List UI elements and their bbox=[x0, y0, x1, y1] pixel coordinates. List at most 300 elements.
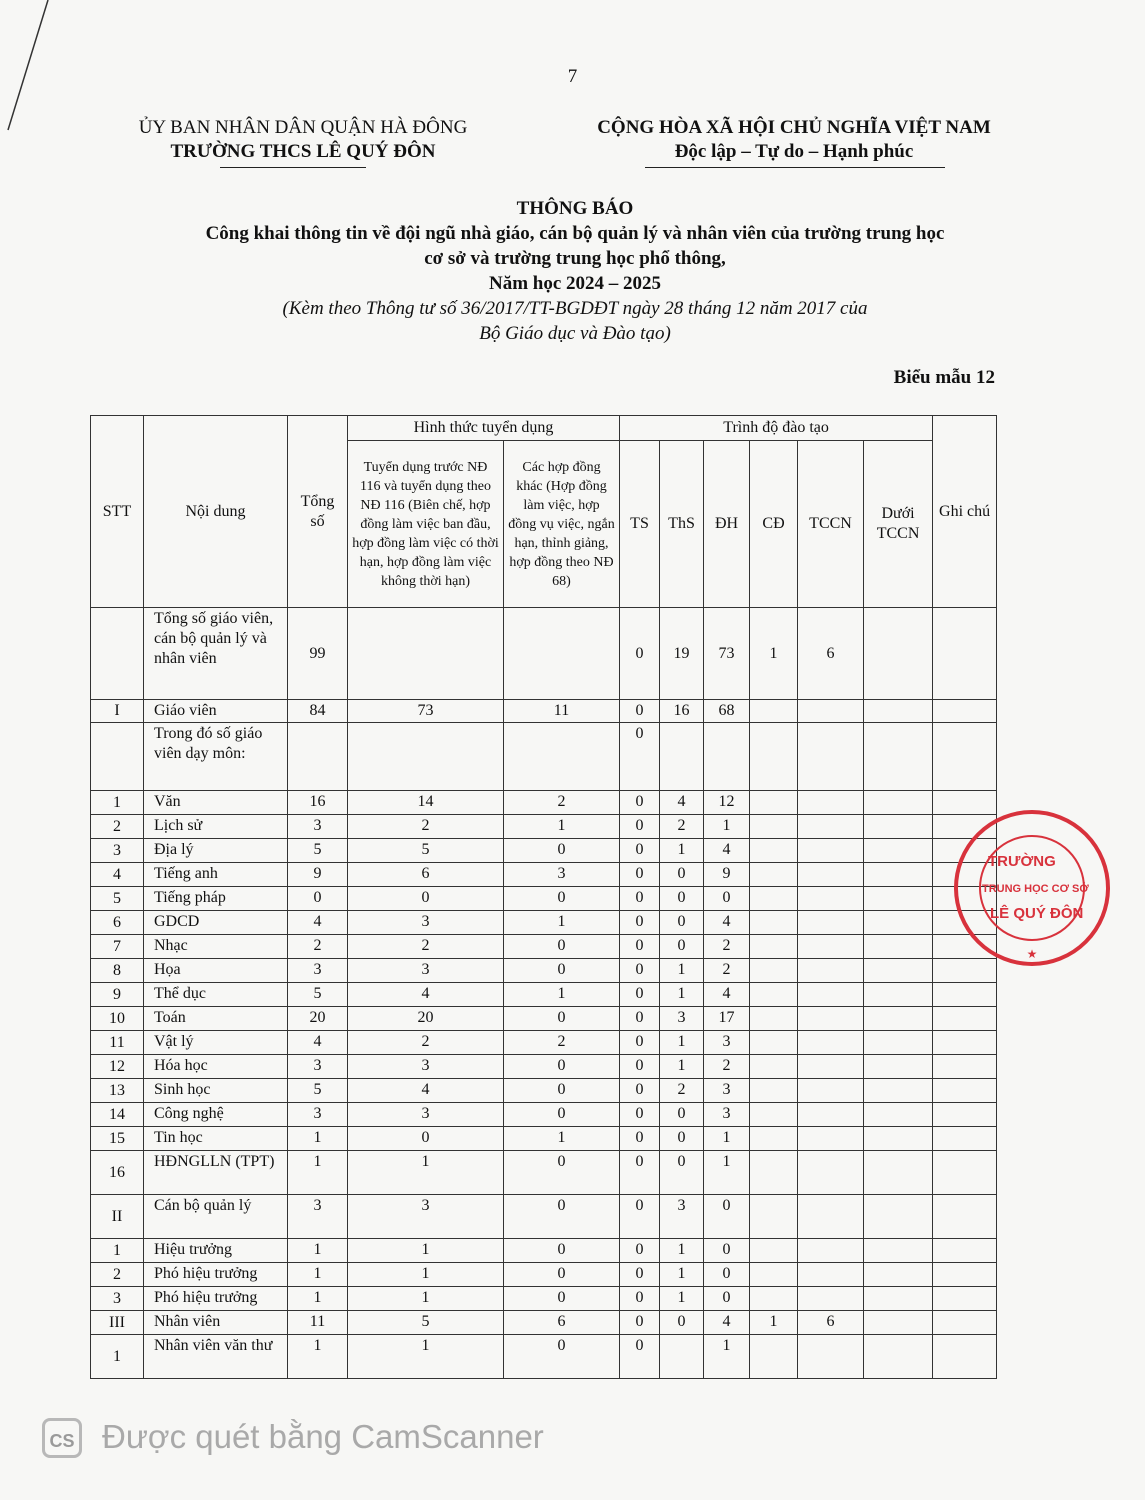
cell-ghi-chu bbox=[933, 1311, 997, 1335]
cell-tuyen-dung: 6 bbox=[348, 863, 504, 887]
cell-tccn bbox=[798, 723, 864, 791]
cell-tccn bbox=[798, 839, 864, 863]
cell-noi-dung: GDCD bbox=[144, 911, 288, 935]
school-year: Năm học 2024 – 2025 bbox=[488, 273, 662, 294]
cell-dh: 2 bbox=[704, 959, 750, 983]
cell-ths: 0 bbox=[660, 1151, 704, 1195]
cell-ths: 0 bbox=[660, 863, 704, 887]
cell-ghi-chu bbox=[933, 1335, 997, 1379]
cell-dh: 0 bbox=[704, 1287, 750, 1311]
cell-tccn bbox=[798, 1031, 864, 1055]
cell-duoi-tccn bbox=[864, 959, 933, 983]
cell-ths: 3 bbox=[660, 1195, 704, 1239]
cell-noi-dung: Hiệu trưởng bbox=[144, 1239, 288, 1263]
cell-hop-dong: 2 bbox=[504, 1031, 620, 1055]
cell-ths: 1 bbox=[660, 839, 704, 863]
cell-dh: 0 bbox=[704, 1239, 750, 1263]
cell-dh: 4 bbox=[704, 1311, 750, 1335]
cell-dh: 4 bbox=[704, 911, 750, 935]
cell-cd bbox=[750, 863, 798, 887]
cell-tuyen-dung: 5 bbox=[348, 1311, 504, 1335]
cell-tuyen-dung: 1 bbox=[348, 1335, 504, 1379]
table-row bbox=[91, 1103, 997, 1127]
cell-noi-dung: Cán bộ quản lý bbox=[144, 1195, 288, 1239]
cell-tuyen-dung: 3 bbox=[348, 1055, 504, 1079]
cell-tuyen-dung: 14 bbox=[348, 791, 504, 815]
table-row bbox=[91, 959, 997, 983]
cell-ths: 1 bbox=[660, 1031, 704, 1055]
cell-tccn bbox=[798, 700, 864, 723]
cell-noi-dung: Thể dục bbox=[144, 983, 288, 1007]
cell-tong-so: 84 bbox=[288, 700, 348, 723]
cell-ths: 0 bbox=[660, 1103, 704, 1127]
cell-hop-dong: 11 bbox=[504, 700, 620, 723]
cell-noi-dung: Trong đó số giáo viên dạy môn: bbox=[144, 723, 288, 791]
cell-cd bbox=[750, 911, 798, 935]
cell-ts: 0 bbox=[620, 1103, 660, 1127]
cell-tccn bbox=[798, 1151, 864, 1195]
cell-noi-dung: Văn bbox=[144, 791, 288, 815]
cell-hop-dong: 0 bbox=[504, 887, 620, 911]
document-title: THÔNG BÁO bbox=[516, 198, 634, 219]
cell-cd bbox=[750, 1239, 798, 1263]
cell-tccn bbox=[798, 935, 864, 959]
cell-tong-so: 5 bbox=[288, 839, 348, 863]
table-row bbox=[91, 1287, 997, 1311]
cell-ts: 0 bbox=[620, 959, 660, 983]
cell-dh: 3 bbox=[704, 1031, 750, 1055]
cell-noi-dung: HĐNGLLN (TPT) bbox=[144, 1151, 288, 1195]
cell-ths: 4 bbox=[660, 791, 704, 815]
cell-hop-dong bbox=[504, 608, 620, 700]
cell-tuyen-dung: 2 bbox=[348, 1031, 504, 1055]
header-hop-dong-khac: Các hợp đồng khác (Hợp đồng làm việc, hợp đồng vụ việc, ngắn hạn, thỉnh giảng, hợp đồng theo NĐ 68) bbox=[504, 441, 620, 608]
cell-ghi-chu bbox=[933, 1287, 997, 1311]
cell-cd bbox=[750, 1127, 798, 1151]
cell-tuyen-dung: 20 bbox=[348, 1007, 504, 1031]
header-ghi-chu: Ghi chú bbox=[933, 416, 997, 608]
table-row bbox=[91, 935, 997, 959]
cell-dh: 68 bbox=[704, 700, 750, 723]
cell-ghi-chu bbox=[933, 700, 997, 723]
cell-tuyen-dung: 5 bbox=[348, 839, 504, 863]
header-tccn: TCCN bbox=[798, 441, 864, 608]
national-title: CỘNG HÒA XÃ HỘI CHỦ NGHĨA VIỆT NAM bbox=[597, 117, 991, 138]
cell-ts: 0 bbox=[620, 700, 660, 723]
cell-stt bbox=[91, 608, 144, 700]
cell-tuyen-dung bbox=[348, 608, 504, 700]
cell-tccn bbox=[798, 1335, 864, 1379]
cell-duoi-tccn bbox=[864, 1127, 933, 1151]
cell-cd bbox=[750, 1007, 798, 1031]
school-name: TRƯỜNG THCS LÊ QUÝ ĐÔN bbox=[170, 141, 436, 162]
cell-hop-dong: 1 bbox=[504, 815, 620, 839]
cell-ts: 0 bbox=[620, 839, 660, 863]
table-row bbox=[91, 700, 997, 723]
cell-stt: 13 bbox=[91, 1079, 144, 1103]
cell-ts: 0 bbox=[620, 863, 660, 887]
header-noi-dung: Nội dung bbox=[144, 416, 288, 608]
table-row bbox=[91, 791, 997, 815]
cell-duoi-tccn bbox=[864, 1335, 933, 1379]
cell-ghi-chu bbox=[933, 1007, 997, 1031]
cell-hop-dong: 1 bbox=[504, 983, 620, 1007]
cell-dh: 4 bbox=[704, 983, 750, 1007]
cell-ths: 1 bbox=[660, 983, 704, 1007]
cell-tuyen-dung: 1 bbox=[348, 1239, 504, 1263]
cell-ths: 0 bbox=[660, 911, 704, 935]
cell-dh: 1 bbox=[704, 1151, 750, 1195]
cell-cd bbox=[750, 700, 798, 723]
stamp-line-1: TRƯỜNG bbox=[988, 853, 1056, 870]
cell-ghi-chu bbox=[933, 1127, 997, 1151]
cell-duoi-tccn bbox=[864, 863, 933, 887]
cell-tccn bbox=[798, 791, 864, 815]
cell-tccn bbox=[798, 863, 864, 887]
cell-ghi-chu bbox=[933, 1195, 997, 1239]
cell-stt: 12 bbox=[91, 1055, 144, 1079]
stamp-line-2: TRUNG HỌC CƠ SỞ bbox=[982, 883, 1089, 895]
document-subtitle-2: cơ sở và trường trung học phổ thông, bbox=[424, 248, 726, 269]
header-dh: ĐH bbox=[704, 441, 750, 608]
cell-ths: 0 bbox=[660, 1127, 704, 1151]
cell-ths: 1 bbox=[660, 1239, 704, 1263]
cell-dh: 9 bbox=[704, 863, 750, 887]
cell-ts: 0 bbox=[620, 1079, 660, 1103]
cell-ths bbox=[660, 1335, 704, 1379]
cell-duoi-tccn bbox=[864, 887, 933, 911]
cell-hop-dong: 1 bbox=[504, 1127, 620, 1151]
cell-noi-dung: Giáo viên bbox=[144, 700, 288, 723]
cell-tong-so: 1 bbox=[288, 1127, 348, 1151]
cell-tong-so: 9 bbox=[288, 863, 348, 887]
header-ths: ThS bbox=[660, 441, 704, 608]
cell-noi-dung: Nhạc bbox=[144, 935, 288, 959]
cell-ts: 0 bbox=[620, 1127, 660, 1151]
cell-ts: 0 bbox=[620, 1195, 660, 1239]
legal-reference-1: (Kèm theo Thông tư số 36/2017/TT-BGDĐT ngày 28 tháng 12 năm 2017 của bbox=[282, 298, 868, 319]
cell-dh: 0 bbox=[704, 1263, 750, 1287]
cell-duoi-tccn bbox=[864, 911, 933, 935]
national-motto: Độc lập – Tự do – Hạnh phúc bbox=[674, 141, 914, 162]
cell-tccn bbox=[798, 887, 864, 911]
cell-tong-so: 3 bbox=[288, 1055, 348, 1079]
cell-dh: 3 bbox=[704, 1079, 750, 1103]
cell-hop-dong: 6 bbox=[504, 1311, 620, 1335]
cell-ts: 0 bbox=[620, 1055, 660, 1079]
cell-ths bbox=[660, 723, 704, 791]
cell-duoi-tccn bbox=[864, 1103, 933, 1127]
cell-stt: II bbox=[91, 1195, 144, 1239]
table-row bbox=[91, 983, 997, 1007]
table-row bbox=[91, 1007, 997, 1031]
cell-tuyen-dung: 3 bbox=[348, 911, 504, 935]
cell-duoi-tccn bbox=[864, 1055, 933, 1079]
cell-cd bbox=[750, 1151, 798, 1195]
cell-duoi-tccn bbox=[864, 983, 933, 1007]
cell-ghi-chu bbox=[933, 983, 997, 1007]
cell-cd: 1 bbox=[750, 608, 798, 700]
cell-tccn bbox=[798, 983, 864, 1007]
cell-hop-dong bbox=[504, 723, 620, 791]
cell-ghi-chu bbox=[933, 1103, 997, 1127]
cell-noi-dung: Nhân viên bbox=[144, 1311, 288, 1335]
motto-underline bbox=[645, 167, 945, 168]
stamp-star-icon: ★ bbox=[1026, 947, 1038, 961]
cell-stt: 2 bbox=[91, 1263, 144, 1287]
cell-tong-so: 4 bbox=[288, 1031, 348, 1055]
cell-dh: 73 bbox=[704, 608, 750, 700]
cell-ts: 0 bbox=[620, 815, 660, 839]
header-tuyen-dung-truoc: Tuyển dụng trước NĐ 116 và tuyển dụng theo NĐ 116 (Biên chế, hợp đồng làm việc ban đầu, hợp đồng làm việc có thời hạn, hợp đồng làm việc không thời hạn) bbox=[348, 441, 504, 608]
cell-dh: 2 bbox=[704, 935, 750, 959]
cell-dh: 12 bbox=[704, 791, 750, 815]
cell-noi-dung: Tổng số giáo viên, cán bộ quản lý và nhân viên bbox=[144, 608, 288, 700]
cell-tuyen-dung: 73 bbox=[348, 700, 504, 723]
cell-noi-dung: Địa lý bbox=[144, 839, 288, 863]
cell-tccn bbox=[798, 1127, 864, 1151]
cell-duoi-tccn bbox=[864, 791, 933, 815]
cell-noi-dung: Nhân viên văn thư bbox=[144, 1335, 288, 1379]
header-ts: TS bbox=[620, 441, 660, 608]
cell-ts: 0 bbox=[620, 791, 660, 815]
cell-tccn bbox=[798, 1239, 864, 1263]
cell-tccn bbox=[798, 911, 864, 935]
table-row bbox=[91, 1263, 997, 1287]
cell-duoi-tccn bbox=[864, 1031, 933, 1055]
cell-stt: 2 bbox=[91, 815, 144, 839]
cell-ths: 19 bbox=[660, 608, 704, 700]
cell-tuyen-dung: 1 bbox=[348, 1263, 504, 1287]
header-right bbox=[560, 116, 1028, 164]
cell-ghi-chu bbox=[933, 1055, 997, 1079]
cell-dh: 1 bbox=[704, 1127, 750, 1151]
cell-dh: 0 bbox=[704, 887, 750, 911]
cell-tccn bbox=[798, 1287, 864, 1311]
cell-tccn: 6 bbox=[798, 1311, 864, 1335]
cell-ths: 16 bbox=[660, 700, 704, 723]
cell-tuyen-dung: 0 bbox=[348, 1127, 504, 1151]
cell-hop-dong: 0 bbox=[504, 1151, 620, 1195]
document-subtitle-1: Công khai thông tin về đội ngũ nhà giáo, cán bộ quản lý và nhân viên của trường trung học bbox=[205, 223, 945, 244]
school-seal-stamp bbox=[952, 808, 1112, 968]
table-row bbox=[91, 608, 997, 700]
legal-reference-2: Bộ Giáo dục và Đào tạo) bbox=[479, 323, 671, 344]
cell-tong-so: 5 bbox=[288, 1079, 348, 1103]
cell-tong-so: 1 bbox=[288, 1239, 348, 1263]
cell-stt: 6 bbox=[91, 911, 144, 935]
table-row bbox=[91, 1239, 997, 1263]
cell-noi-dung: Toán bbox=[144, 1007, 288, 1031]
cell-duoi-tccn bbox=[864, 1151, 933, 1195]
cell-cd bbox=[750, 1335, 798, 1379]
cell-cd bbox=[750, 887, 798, 911]
table-row bbox=[91, 815, 997, 839]
cell-stt: 9 bbox=[91, 983, 144, 1007]
cell-tong-so: 3 bbox=[288, 959, 348, 983]
cell-hop-dong: 2 bbox=[504, 791, 620, 815]
cell-dh: 1 bbox=[704, 815, 750, 839]
cell-duoi-tccn bbox=[864, 700, 933, 723]
cell-cd bbox=[750, 791, 798, 815]
cell-hop-dong: 0 bbox=[504, 1055, 620, 1079]
cell-stt: I bbox=[91, 700, 144, 723]
cell-tuyen-dung: 3 bbox=[348, 1195, 504, 1239]
cell-cd bbox=[750, 1103, 798, 1127]
table-body bbox=[91, 608, 997, 1379]
cell-tccn bbox=[798, 1103, 864, 1127]
cell-noi-dung: Hóa học bbox=[144, 1055, 288, 1079]
school-underline bbox=[220, 167, 366, 168]
cell-cd bbox=[750, 1055, 798, 1079]
cell-ths: 1 bbox=[660, 1055, 704, 1079]
cell-ths: 1 bbox=[660, 1287, 704, 1311]
cell-duoi-tccn bbox=[864, 1287, 933, 1311]
cell-stt: 3 bbox=[91, 1287, 144, 1311]
cell-cd: 1 bbox=[750, 1311, 798, 1335]
cell-tong-so: 1 bbox=[288, 1151, 348, 1195]
cell-cd bbox=[750, 935, 798, 959]
cell-cd bbox=[750, 1079, 798, 1103]
cell-tccn bbox=[798, 1007, 864, 1031]
cell-cd bbox=[750, 839, 798, 863]
table-row bbox=[91, 1151, 997, 1195]
cell-tuyen-dung: 2 bbox=[348, 935, 504, 959]
cell-noi-dung: Công nghệ bbox=[144, 1103, 288, 1127]
cell-dh: 4 bbox=[704, 839, 750, 863]
cell-hop-dong: 0 bbox=[504, 959, 620, 983]
table-row bbox=[91, 1055, 997, 1079]
cell-tong-so: 3 bbox=[288, 1103, 348, 1127]
cell-hop-dong: 0 bbox=[504, 1195, 620, 1239]
cell-cd bbox=[750, 723, 798, 791]
cell-tong-so: 3 bbox=[288, 1195, 348, 1239]
cell-noi-dung: Sinh học bbox=[144, 1079, 288, 1103]
cell-stt: 11 bbox=[91, 1031, 144, 1055]
cell-noi-dung: Phó hiệu trưởng bbox=[144, 1287, 288, 1311]
cell-tuyen-dung: 2 bbox=[348, 815, 504, 839]
cell-ts: 0 bbox=[620, 1263, 660, 1287]
header-stt: STT bbox=[91, 416, 144, 608]
cell-cd bbox=[750, 959, 798, 983]
cell-stt: 1 bbox=[91, 1239, 144, 1263]
form-label: Biểu mẫu 12 bbox=[893, 367, 995, 388]
cell-tong-so: 1 bbox=[288, 1287, 348, 1311]
cell-stt: 1 bbox=[91, 791, 144, 815]
cell-ths: 1 bbox=[660, 1263, 704, 1287]
cell-ghi-chu bbox=[933, 1079, 997, 1103]
cell-dh: 3 bbox=[704, 1103, 750, 1127]
cell-stt: 5 bbox=[91, 887, 144, 911]
table-row bbox=[91, 1195, 997, 1239]
cell-tccn bbox=[798, 1263, 864, 1287]
cell-ghi-chu bbox=[933, 1263, 997, 1287]
cell-tuyen-dung: 3 bbox=[348, 1103, 504, 1127]
cell-noi-dung: Phó hiệu trưởng bbox=[144, 1263, 288, 1287]
cell-ts: 0 bbox=[620, 1239, 660, 1263]
cell-stt: 1 bbox=[91, 1335, 144, 1379]
cell-tong-so: 4 bbox=[288, 911, 348, 935]
camscanner-logo: CS bbox=[42, 1418, 82, 1458]
cell-ts: 0 bbox=[620, 1335, 660, 1379]
header-tong-so: Tổng số bbox=[288, 416, 348, 608]
cell-hop-dong: 1 bbox=[504, 911, 620, 935]
cell-ts: 0 bbox=[620, 983, 660, 1007]
cell-ts: 0 bbox=[620, 1311, 660, 1335]
cell-ts: 0 bbox=[620, 1007, 660, 1031]
cell-stt: 16 bbox=[91, 1151, 144, 1195]
table-row bbox=[91, 911, 997, 935]
cell-hop-dong: 0 bbox=[504, 1287, 620, 1311]
cell-noi-dung: Vật lý bbox=[144, 1031, 288, 1055]
cell-cd bbox=[750, 983, 798, 1007]
table-row bbox=[91, 1311, 997, 1335]
camscanner-text: Được quét bằng CamScanner bbox=[102, 1418, 544, 1455]
table-row bbox=[91, 723, 997, 791]
cell-tong-so bbox=[288, 723, 348, 791]
cell-dh: 2 bbox=[704, 1055, 750, 1079]
cell-cd bbox=[750, 1031, 798, 1055]
cell-tong-so: 99 bbox=[288, 608, 348, 700]
cell-cd bbox=[750, 815, 798, 839]
cell-noi-dung: Họa bbox=[144, 959, 288, 983]
cell-ghi-chu bbox=[933, 1239, 997, 1263]
cell-tccn bbox=[798, 1055, 864, 1079]
cell-hop-dong: 3 bbox=[504, 863, 620, 887]
cell-tong-so: 1 bbox=[288, 1263, 348, 1287]
cell-stt: III bbox=[91, 1311, 144, 1335]
cell-ts: 0 bbox=[620, 887, 660, 911]
cell-tccn bbox=[798, 815, 864, 839]
cell-stt: 10 bbox=[91, 1007, 144, 1031]
district-committee-name: ỦY BAN NHÂN DÂN QUẬN HÀ ĐÔNG bbox=[138, 117, 468, 138]
header-hinh-thuc: Hình thức tuyển dụng bbox=[348, 416, 620, 441]
cell-hop-dong: 0 bbox=[504, 1335, 620, 1379]
document-title-block bbox=[120, 196, 1030, 346]
cell-noi-dung: Tiếng anh bbox=[144, 863, 288, 887]
cell-duoi-tccn bbox=[864, 608, 933, 700]
cell-duoi-tccn bbox=[864, 1263, 933, 1287]
cell-noi-dung: Tin học bbox=[144, 1127, 288, 1151]
cell-stt: 8 bbox=[91, 959, 144, 983]
table-row bbox=[91, 1079, 997, 1103]
cell-hop-dong: 0 bbox=[504, 1103, 620, 1127]
cell-noi-dung: Tiếng pháp bbox=[144, 887, 288, 911]
cell-ts: 0 bbox=[620, 1151, 660, 1195]
cell-ths: 0 bbox=[660, 887, 704, 911]
page-number: 7 bbox=[567, 66, 578, 87]
cell-tuyen-dung: 1 bbox=[348, 1287, 504, 1311]
cell-ths: 3 bbox=[660, 1007, 704, 1031]
cell-tccn bbox=[798, 1195, 864, 1239]
cell-ths: 0 bbox=[660, 935, 704, 959]
cell-ths: 2 bbox=[660, 1079, 704, 1103]
staff-table bbox=[90, 415, 997, 1379]
cell-ghi-chu bbox=[933, 1151, 997, 1195]
cell-tccn bbox=[798, 1079, 864, 1103]
cell-dh: 1 bbox=[704, 1335, 750, 1379]
cell-dh: 0 bbox=[704, 1195, 750, 1239]
cell-stt bbox=[91, 723, 144, 791]
cell-tong-so: 0 bbox=[288, 887, 348, 911]
cell-hop-dong: 0 bbox=[504, 1239, 620, 1263]
cell-ghi-chu bbox=[933, 608, 997, 700]
cell-tuyen-dung: 4 bbox=[348, 1079, 504, 1103]
cell-tong-so: 20 bbox=[288, 1007, 348, 1031]
header-cd: CĐ bbox=[750, 441, 798, 608]
cell-ts: 0 bbox=[620, 1031, 660, 1055]
cell-stt: 7 bbox=[91, 935, 144, 959]
